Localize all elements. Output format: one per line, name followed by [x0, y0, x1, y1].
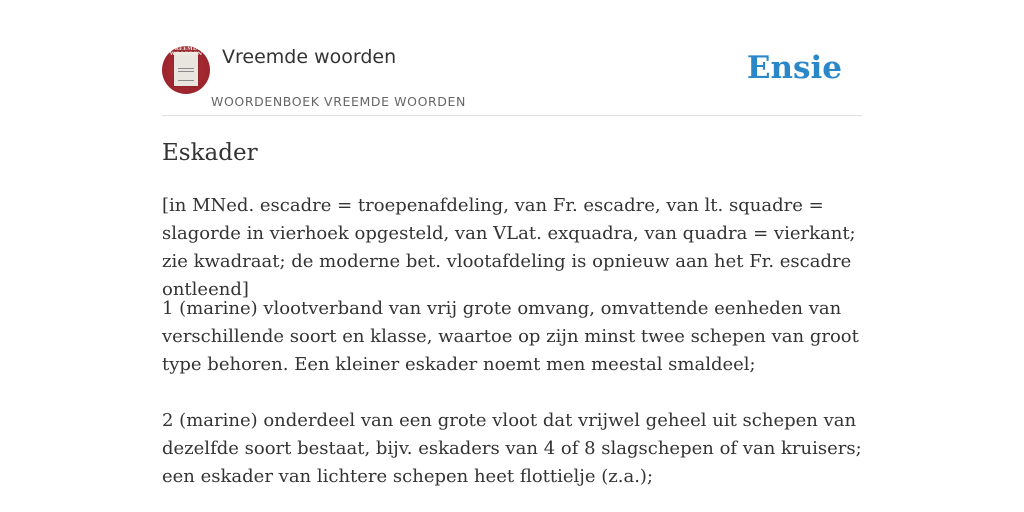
cover-text-line: [178, 68, 194, 69]
dictionary-cover-image[interactable]: [162, 46, 210, 94]
dictionary-header: [162, 0, 862, 116]
entry-headword: Eskader: [162, 140, 258, 166]
cover-text-line: [178, 80, 194, 81]
cover-text-line: [178, 71, 194, 72]
entry-sense-2: 2 (marine) onderdeel van een grote vloot dat vrijwel geheel uit schepen van dezelfde soort bestaat, bijv. eskaders van 4 of 8 slagschepen of van kruisers; een eskader van lichtere schepen heet flottielje (z.a.);: [162, 410, 862, 487]
cover-title: [169, 47, 203, 57]
cover-title-line1: VREEMDE: [170, 46, 202, 52]
dictionary-title-link[interactable]: Vreemde woorden: [222, 46, 397, 68]
ensie-logo-link[interactable]: Ensie: [746, 50, 842, 86]
dictionary-subtitle: WOORDENBOEK VREEMDE WOORDEN: [211, 94, 466, 109]
entry-sense-1: 1 (marine) vlootverband van vrij grote omvang, omvattende eenheden van verschillende soort en klasse, waartoe op zijn minst twee schepen van groot type behoren. Een kleiner eskader noemt men meestal smaldeel;: [162, 298, 859, 375]
entry-etymology: [in MNed. escadre = troepenafdeling, van Fr. escadre, van lt. squadre = slagorde in vierhoek opgesteld, van VLat. exquadra, van quadra = vierkant; zie kwadraat; de moderne bet. vlootafdeling is opnieuw aan het Fr. escadre ontleend]: [162, 195, 856, 300]
cover-title-line2: WOORDEN: [169, 51, 203, 57]
entry-page: [162, 0, 862, 512]
